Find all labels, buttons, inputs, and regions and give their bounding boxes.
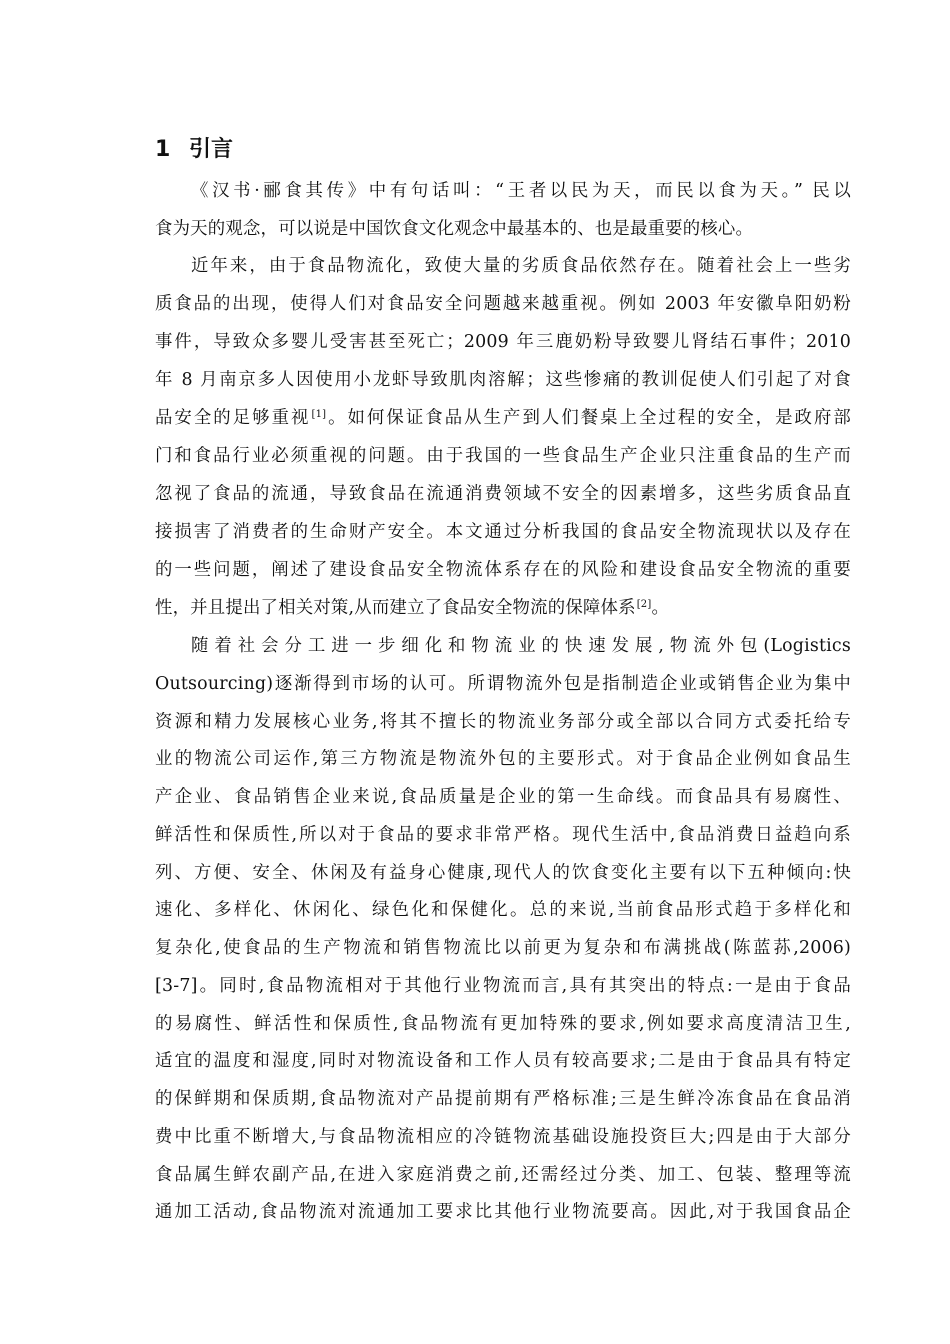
line-text: 品安全的足够重视 bbox=[155, 408, 311, 428]
section-heading bbox=[155, 134, 233, 166]
paragraph-line: 通加工活动,食品物流对流通加工要求比其他行业物流要高。因此,对于我国食品企 bbox=[155, 1202, 851, 1223]
paragraph-line: 速化、多样化、休闲化、绿色化和保健化。总的来说,当前食品形式趋于多样化和 bbox=[155, 900, 851, 921]
paragraph-line: 资源和精力发展核心业务,将其不擅长的物流业务部分或全部以合同方式委托给专 bbox=[155, 711, 851, 732]
paragraph-line: 产企业、食品销售企业来说,食品质量是企业的第一生命线。而食品具有易腐性、 bbox=[155, 787, 851, 807]
citation: [2] bbox=[636, 599, 652, 610]
paragraph-line: 费中比重不断增大,与食品物流相应的冷链物流基础设施投资巨大;四是由于大部分 bbox=[155, 1126, 851, 1147]
paragraph-line: 质食品的出现，使得人们对食品安全问题越来越重视。例如 2003 年安徽阜阳奶粉 bbox=[155, 294, 851, 314]
paragraph-line: 门和食品行业必须重视的问题。由于我国的一些食品生产企业只注重食品的生产而 bbox=[155, 446, 851, 466]
paragraph-line: 接损害了消费者的生命财产安全。本文通过分析我国的食品安全物流现状以及存在 bbox=[155, 522, 851, 542]
paragraph-line bbox=[155, 399, 851, 437]
paragraph-2 bbox=[155, 247, 851, 627]
paragraph-line: 忽视了食品的流通，导致食品在流通消费领域不安全的因素增多，这些劣质食品直 bbox=[155, 484, 851, 504]
paragraph-line: 鲜活性和保质性,所以对于食品的要求非常严格。现代生活中,食品消费日益趋向系 bbox=[155, 824, 851, 845]
paragraph-line: 的保鲜期和保质期,食品物流对产品提前期有严格标准;三是生鲜冷冻食品在食品消 bbox=[155, 1089, 851, 1109]
line-text: 性，并且提出了相关对策,从而建立了食品安全物流的保障体系 bbox=[155, 598, 636, 618]
section-title: 引言 bbox=[189, 137, 234, 162]
paragraph-1 bbox=[155, 172, 851, 248]
paragraph-line: 近年来，由于食品物流化，致使大量的劣质食品依然存在。随着社会上一些劣 bbox=[191, 256, 851, 276]
paragraph-line: 列、方便、安全、休闲及有益身心健康,现代人的饮食变化主要有以下五种倾向:快 bbox=[155, 862, 851, 883]
paragraph-line: 《汉书·郦食其传》中有句话叫：“王者以民为天，而民以食为天。” 民以 bbox=[191, 181, 851, 201]
citation: [1] bbox=[311, 409, 327, 420]
paragraph-line: 的一些问题，阐述了建设食品安全物流体系存在的风险和建设食品安全物流的重要 bbox=[155, 560, 851, 580]
paragraph-line: 业的物流公司运作,第三方物流是物流外包的主要形式。对于食品企业例如食品生 bbox=[155, 749, 851, 770]
paragraph-line: 事件，导致众多婴儿受害甚至死亡；2009 年三鹿奶粉导致婴儿肾结石事件；2010 bbox=[155, 332, 851, 352]
paragraph-line: 食为天的观念，可以说是中国饮食文化观念中最基本的、也是最重要的核心。 bbox=[155, 219, 754, 239]
paragraph-line: [3-7]。同时,食品物流相对于其他行业物流而言,具有其突出的特点:一是由于食品 bbox=[155, 975, 851, 996]
paragraph-line: 适宜的温度和湿度,同时对物流设备和工作人员有较高要求;二是由于食品具有特定 bbox=[155, 1051, 851, 1072]
section-number: 1 bbox=[155, 137, 171, 162]
paragraph-line: 的易腐性、鲜活性和保质性,食品物流有更加特殊的要求,例如要求高度清洁卫生, bbox=[155, 1013, 851, 1034]
paragraph-line: 年 8 月南京多人因使用小龙虾导致肌肉溶解；这些惨痛的教训促使人们引起了对食 bbox=[155, 370, 851, 390]
line-text: 。如何保证食品从生产到人们餐桌上全过程的安全，是政府部 bbox=[326, 408, 851, 428]
paragraph-line: 食品属生鲜农副产品,在进入家庭消费之前,还需经过分类、加工、包装、整理等流 bbox=[155, 1164, 851, 1185]
paragraph-line: 随着社会分工进一步细化和物流业的快速发展,物流外包(Logistics bbox=[191, 636, 851, 656]
paragraph-line: 复杂化,使食品的生产物流和销售物流比以前更为复杂和布满挑战(陈蓝荪,2006) bbox=[155, 938, 851, 958]
line-text: 。 bbox=[651, 598, 670, 618]
paragraph-line: Outsourcing)逐渐得到市场的认可。所谓物流外包是指制造企业或销售企业为集中 bbox=[155, 673, 851, 694]
paragraph-line bbox=[155, 589, 851, 627]
paragraph-3 bbox=[155, 628, 851, 1232]
